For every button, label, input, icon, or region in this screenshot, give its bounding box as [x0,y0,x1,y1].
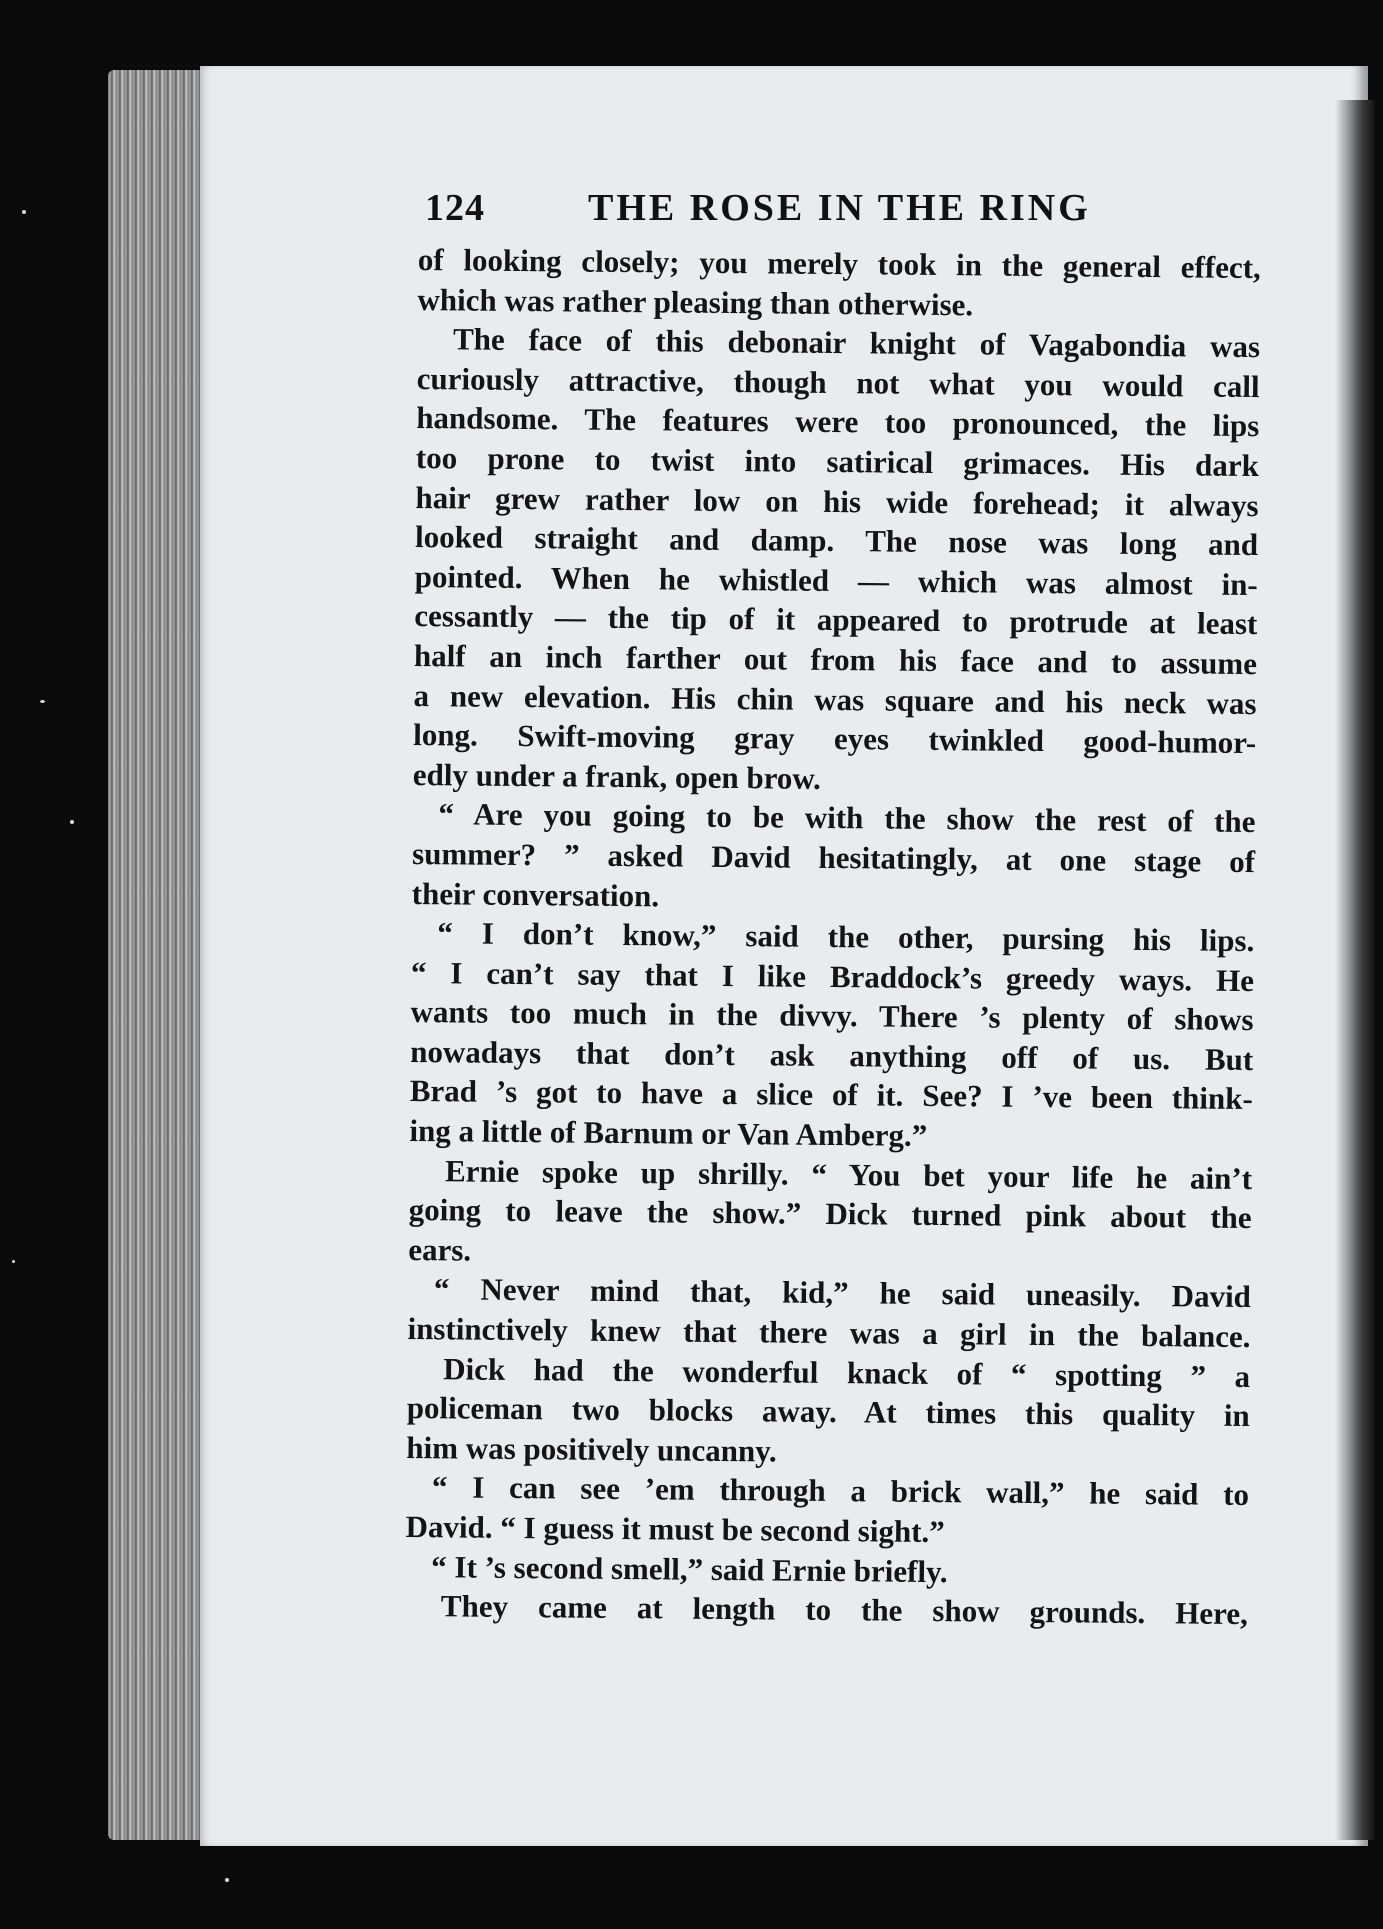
text-line: too prone to twist into satirical grimaces. His dark [415,439,1260,484]
running-head: THE ROSE IN THE RING [588,187,1091,229]
text-line: summer? ” asked David hesitatingly, at one stage of [411,835,1256,879]
scan-speck [12,1260,15,1263]
text-line: edly under a frank, open brow. [412,756,821,796]
text-line: “ I don’t know,” said the other, pursing his lips. [437,915,1255,959]
text-line: their conversation. [411,875,660,913]
scan-speck [22,210,26,214]
text-line: The face of this debonair knight of Vagabondia was [452,321,1261,365]
text-line: half an inch farther out from his face and to assume [413,637,1258,682]
text-line: nowadays that don’t ask anything off of us. But [410,1033,1254,1077]
text-line: him was positively uncanny. [406,1429,777,1469]
page-header [425,186,1125,234]
text-line: David. “ I guess it must be second sight.” [405,1508,945,1550]
text-line: Dick had the wonderful knack of “ spotting ” a [443,1350,1251,1394]
text-line: long. Swift-moving gray eyes twinkled good-humor- [413,717,1257,761]
text-line: They came at length to the show grounds. Here, [440,1588,1249,1632]
scan-speck [70,820,74,824]
text-line: ears. [408,1231,472,1268]
text-line: ing a little of Barnum or Van Amberg.” [409,1113,928,1153]
text-line: Brad ’s got to have a slice of it. See? I ’ve been think- [409,1073,1253,1117]
book-page-edges [108,70,214,1840]
text-line: hair grew rather low on his wide forehead; it always [415,479,1259,523]
text-line: instinctively knew that there was a girl in the balance. [407,1310,1251,1355]
page-number: 124 [425,187,485,229]
text-line: policeman two blocks away. At times this quality in [406,1390,1250,1434]
body-text [405,240,1261,1634]
text-line: “ It ’s second smell,” said Ernie briefly. [431,1548,948,1589]
text-line: going to leave the show.” Dick turned pink about the [408,1192,1252,1236]
scan-speck [40,700,45,703]
page-gutter-shadow [1335,100,1375,1840]
text-line: Ernie spoke up shrilly. “ You bet your life he ain’t [444,1152,1253,1196]
text-line: looked straight and damp. The nose was long and [414,519,1259,563]
text-line: cessantly — the tip of it appeared to protrude at least [414,598,1258,642]
text-line: of looking closely; you merely took in the general effect, [417,241,1261,286]
text-line: “ Never mind that, kid,” he said uneasily. David [433,1271,1252,1315]
text-line: “ Are you going to be with the show the rest of the [438,796,1256,840]
text-line: “ I can’t say that I like Braddock’s greedy ways. He [410,954,1255,998]
scan-speck [225,1878,229,1882]
text-line: which was rather pleasing than otherwise. [417,281,974,322]
text-line: “ I can see ’em through a brick wall,” he said to [431,1469,1250,1513]
text-line: curiously attractive, though not what you would call [416,360,1260,404]
text-line: wants too much in the divvy. There ’s plenty of shows [410,994,1254,1038]
text-line: pointed. When he whistled — which was almost in- [414,558,1258,602]
text-line: a new elevation. His chin was square and his neck was [413,677,1257,721]
text-line: handsome. The features were too pronounced, the lips [416,400,1260,444]
